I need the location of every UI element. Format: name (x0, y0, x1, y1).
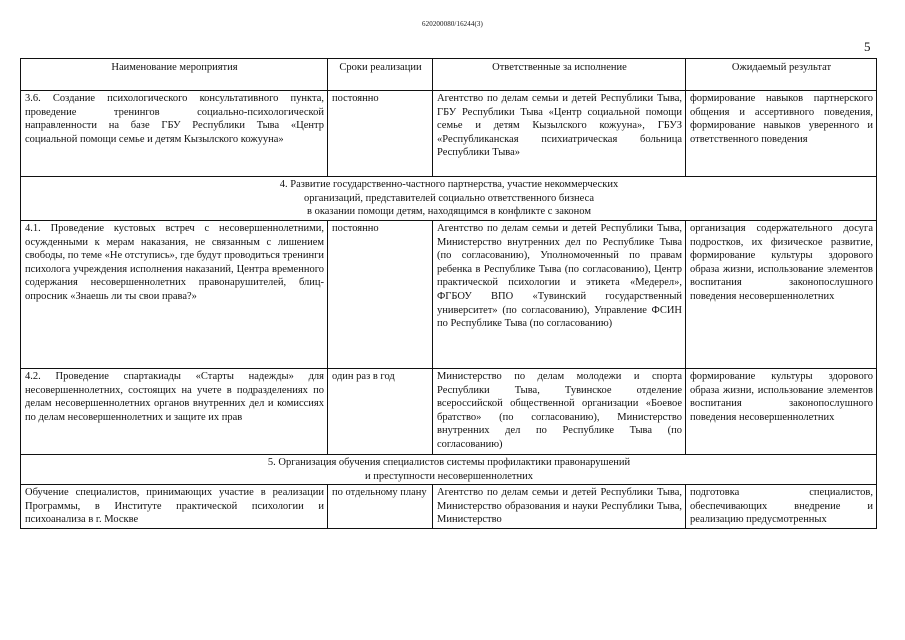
document-id: 620200080/16244(3) (422, 20, 483, 28)
result-cell: формирование культуры здорового образа жизни, использование элементов воспитания законопослушного поведения несовершеннолетних (686, 369, 877, 455)
term-cell: постоянно (328, 91, 433, 177)
column-header-result: Ожидаемый результат (686, 59, 877, 91)
table-header-row (21, 59, 877, 91)
section-row (21, 177, 877, 221)
table-row (21, 221, 877, 369)
activity-cell: 3.6. Создание психологического консультативного пункта, проведение тренингов социально-психологической направленности на базе ГБУ Республики Тыва «Центр социальной помощи семье и детям Кызылского кожууна» (21, 91, 328, 177)
activity-cell: 4.2. Проведение спартакиады «Старты надежды» для несовершеннолетних, состоящих на учете в подразделениях по делам несовершеннолетних органов внутренних дел и комиссиях по делам несовершеннолетних и защите их прав (21, 369, 328, 455)
column-header-term: Сроки реализации (328, 59, 433, 91)
section-heading-line: в оказании помощи детям, находящимся в конфликте с законом (307, 206, 591, 218)
section-heading (21, 455, 877, 485)
responsible-cell: Агентство по делам семьи и детей Республики Тыва, Министерство образования и науки Республики Тыва, Министерство (433, 485, 686, 529)
responsible-cell: Агентство по делам семьи и детей Республики Тыва, Министерство внутренних дел по Республике Тыва (по согласованию), Уполномоченный по правам ребенка в Республике Тыва (по согласованию), Центр практической психологии и этикета «Медерел», ФГБОУ ВПО «Тувинский государственный университет» (по согласованию), Управление ФСИН по Республике Тыва (по согласованию) (433, 221, 686, 369)
section-heading-line: организаций, представителей социально ответственного бизнеса (303, 192, 595, 204)
responsible-cell: Министерство по делам молодежи и спорта Республики Тыва, Тувинское отделение всероссийской общественной организации «Боевое братство» (по согласованию), Министерство внутренних дел по Республике Тыва (по согласованию) (433, 369, 686, 455)
column-header-activity: Наименование мероприятия (21, 59, 328, 91)
column-header-responsible: Ответственные за исполнение (433, 59, 686, 91)
table-row (21, 91, 877, 177)
term-cell: постоянно (328, 221, 433, 369)
page-number: 5 (864, 39, 871, 54)
term-cell: один раз в год (328, 369, 433, 455)
section-heading (21, 177, 877, 221)
table-row (21, 369, 877, 455)
term-cell: по отдельному плану (328, 485, 433, 529)
table-row (21, 485, 877, 529)
activities-table (20, 58, 877, 529)
activity-cell: 4.1. Проведение кустовых встреч с несовершеннолетними, осужденными к мерам наказания, не связанным с лишением свободы, по теме «Не отступись», где будут проводиться тренинги психолога учреждения исполнения наказаний, Центра временного содержания несовершеннолетних правонарушителей, блиц-опросник «Знаешь ли ты свои права?» (21, 221, 328, 369)
result-cell: организация содержательного досуга подростков, их физическое развитие, формирование культуры здорового образа жизни, использование элементов воспитания законопослушного поведения несовершеннолетних (686, 221, 877, 369)
section-heading-line: 4. Развитие государственно-частного партнерства, участие некоммерческих (279, 179, 619, 190)
responsible-cell: Агентство по делам семьи и детей Республики Тыва, ГБУ Республики Тыва «Центр социальной помощи семье и детям Кызылского кожууна», ГБУЗ «Республиканская психиатрическая больница Республики Тыва» (433, 91, 686, 177)
section-heading-line: 5. Организация обучения специалистов системы профилактики правонарушений (267, 457, 631, 468)
section-row (21, 455, 877, 485)
result-cell: формирование навыков партнерского общения и ассертивного поведения, формирование навыков уверенного и ответственного поведения (686, 91, 877, 177)
activity-cell: Обучение специалистов, принимающих участие в реализации Программы, в Институте практической психологии и психоанализа в г. Москве (21, 485, 328, 529)
section-heading-line: и преступности несовершеннолетних (365, 470, 533, 482)
result-cell: подготовка специалистов, обеспечивающих внедрение и реализацию предусмотренных (686, 485, 877, 529)
